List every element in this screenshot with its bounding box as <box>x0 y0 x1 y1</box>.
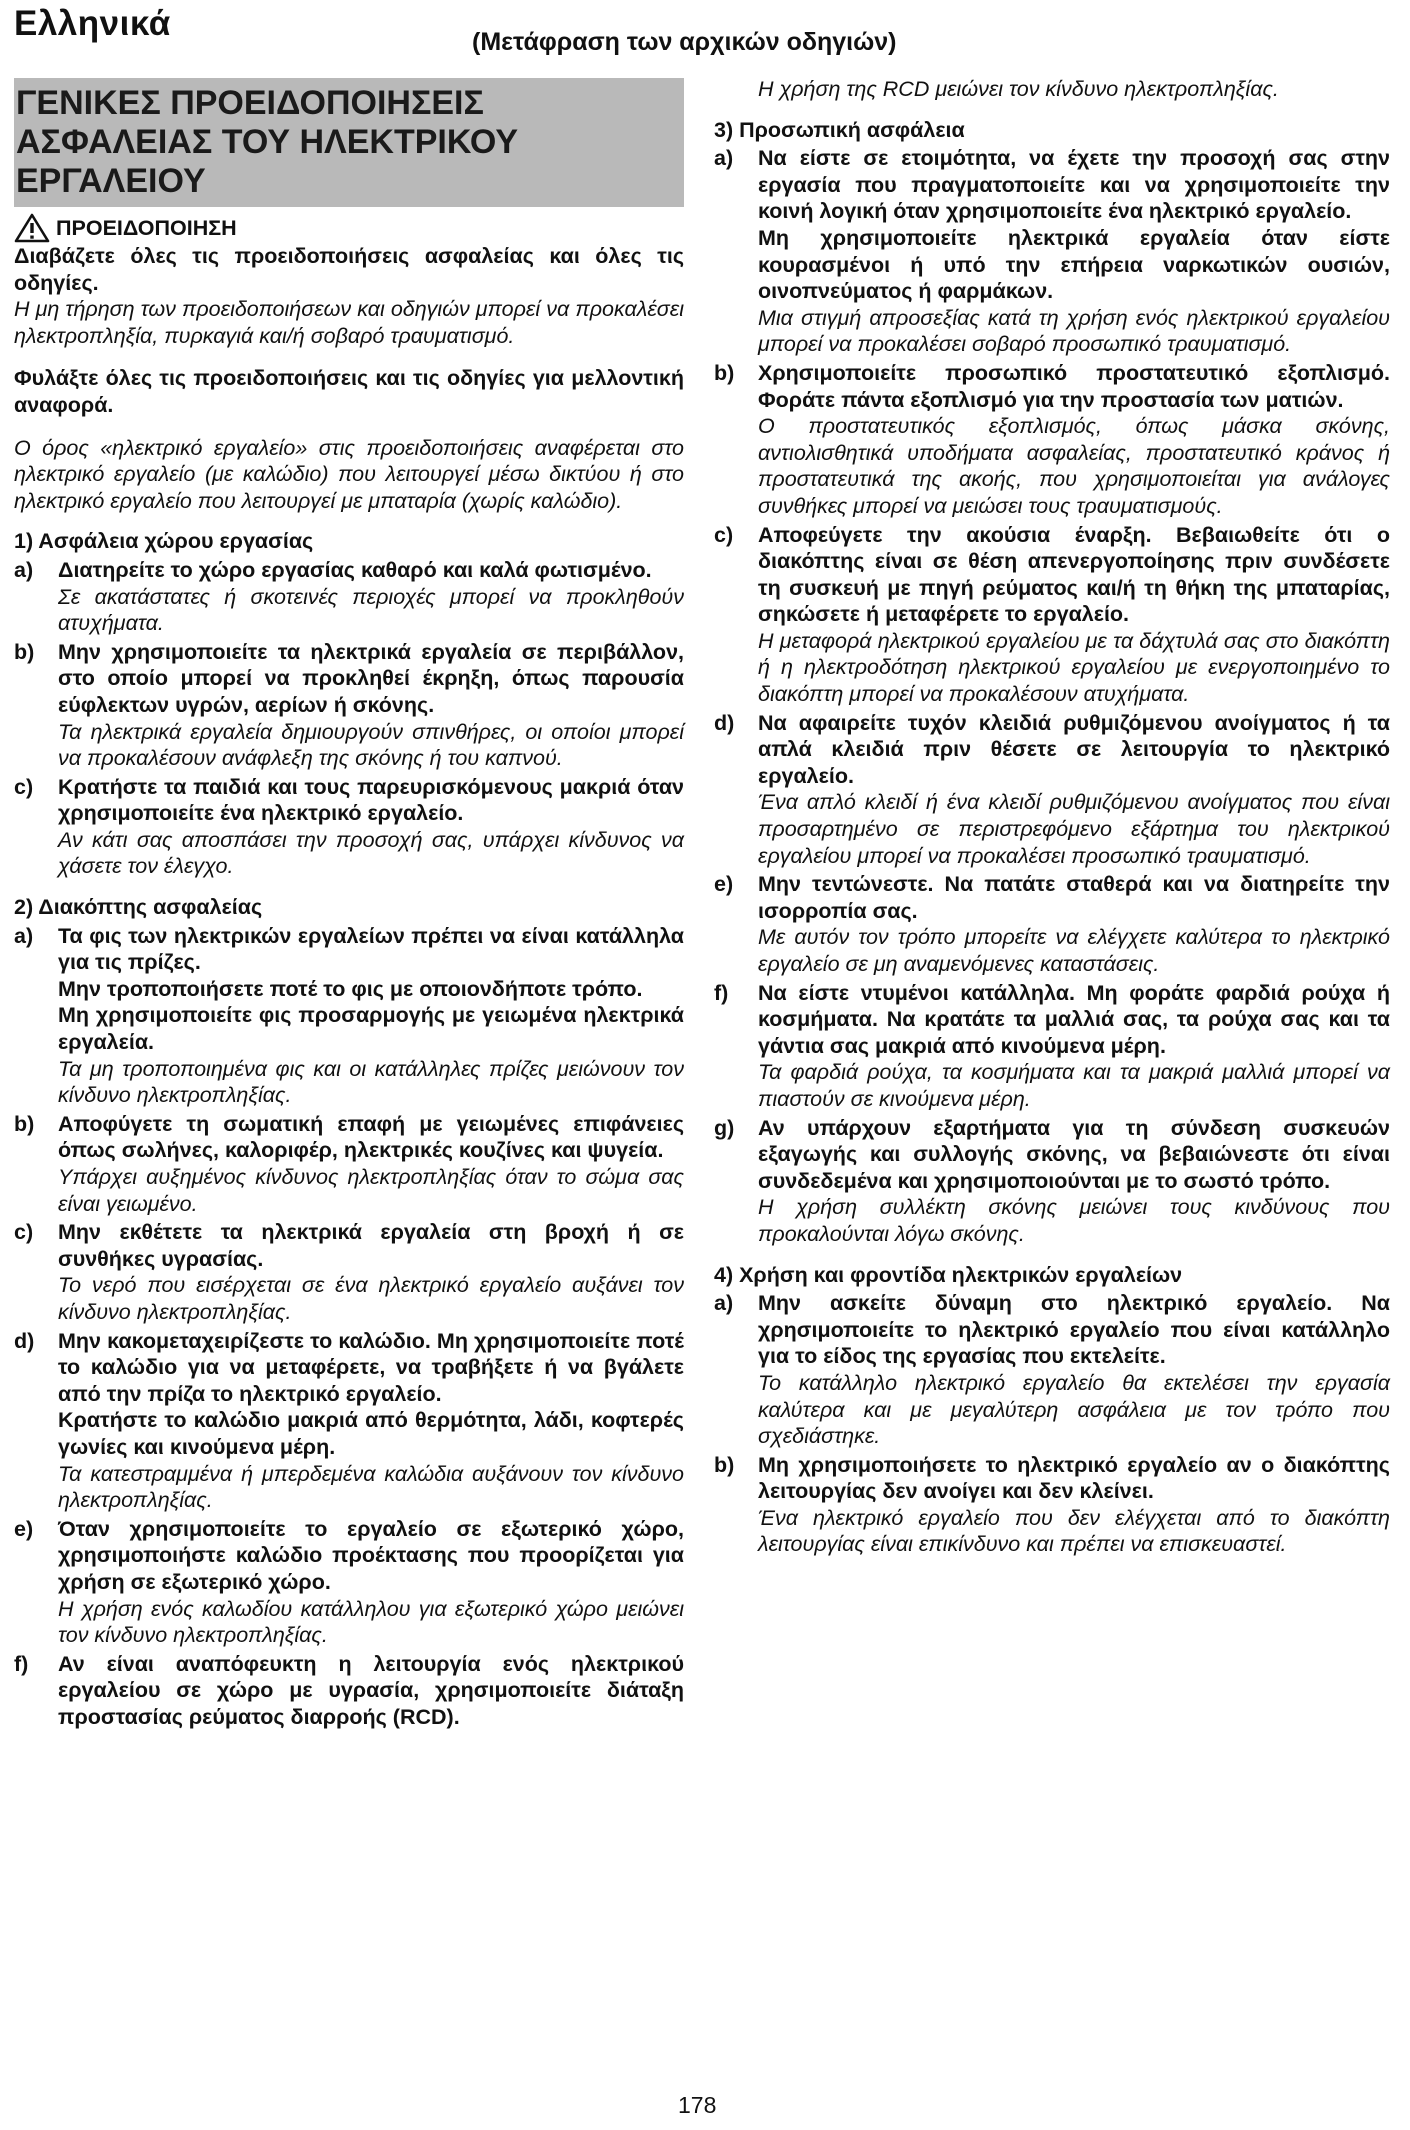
read-all-warning: Διαβάζετε όλες τις προειδοποιήσεις ασφαλείας και όλες τις οδηγίες. <box>14 244 684 295</box>
page-number: 178 <box>678 2092 717 2118</box>
item-label: f) <box>14 1651 29 1676</box>
list-item <box>714 871 1390 977</box>
language-heading: Ελληνικά <box>14 4 171 43</box>
list-item <box>14 774 684 880</box>
item-label: b) <box>714 360 735 385</box>
item-label: d) <box>714 710 735 735</box>
warning-triangle-icon <box>14 213 50 243</box>
item-note: Υπάρχει αυξημένος κίνδυνος ηλεκτροπληξίας όταν το σώμα σας είναι γειωμένο. <box>58 1165 684 1216</box>
item-instruction: Αποφύγετε τη σωματική επαφή με γειωμένες επιφάνειες όπως σωλήνες, καλοριφέρ, ηλεκτρικές κουζίνες και ψυγεία. <box>58 1111 684 1163</box>
item-instruction: Διατηρείτε το χώρο εργασίας καθαρό και καλά φωτισμένο. <box>58 557 652 582</box>
list-item <box>714 145 1390 358</box>
item-label: a) <box>14 923 34 948</box>
list-item <box>14 1111 684 1217</box>
item-instruction: Όταν χρησιμοποιείτε το εργαλείο σε εξωτερικό χώρο, χρησιμοποιήστε καλώδιο προέκτασης που προορίζεται για χρήση σε εξωτερικό χώρο. <box>58 1516 684 1594</box>
section-title: 3) Προσωπική ασφάλεια <box>714 117 965 142</box>
item-label: a) <box>714 146 734 171</box>
item-note: Η μεταφορά ηλεκτρικού εργαλείου με τα δάχτυλά σας στο διακόπτη ή η ηλεκτροδότηση ηλεκτρικού εργαλείου με ενεργοποιημένο το διακόπτη μπορεί να προκαλέσουν ατυχήματα. <box>758 628 1390 707</box>
item-instruction: Μην ασκείτε δύναμη στο ηλεκτρικό εργαλείο. Να χρησιμοποιείτε το ηλεκτρικό εργαλείο που είναι κατάλληλο για το είδος της εργασίας που εκτελείτε. <box>758 1291 1390 1369</box>
term-definition: Ο όρος «ηλεκτρικό εργαλείο» στις προειδοποιήσεις αναφέρεται στο ηλεκτρικό εργαλείο (με καλώδιο) που λειτουργεί μέσω δικτύου ή στο ηλεκτρικό εργαλείο που λειτουργεί με μπαταρία (χωρίς καλώδιο). <box>14 435 684 513</box>
warning-label: ΠΡΟΕΙΔΟΠΟΙΗΣΗ <box>56 215 237 240</box>
item-label: b) <box>14 1111 35 1136</box>
item-instruction: Να είστε ντυμένοι κατάλληλα. Μη φοράτε φαρδιά ρούχα ή κοσμήματα. Να κρατάτε τα μαλλιά σας, τα ρούχα σας και τα γάντια σας μακριά από κινούμενα μέρη. <box>758 980 1390 1058</box>
item-instruction: Αποφεύγετε την ακούσια έναρξη. Βεβαιωθείτε ότι ο διακόπτης είναι σε θέση απενεργοποίησης πριν συνδέσετε τη συσκευή με πηγή ρεύματος και/ή τη θήκη της μπαταρίας, σηκώσετε ή μεταφέρετε το εργαλείο. <box>758 522 1390 627</box>
item-label: f) <box>714 980 729 1005</box>
translation-subtitle: (Μετάφραση των αρχικών οδηγιών) <box>472 28 897 56</box>
list-item <box>14 557 684 637</box>
section-title: 1) Ασφάλεια χώρου εργασίας <box>14 529 314 554</box>
list-item <box>14 639 684 772</box>
banner-line: ΑΣΦΑΛΕΙΑΣ ΤΟΥ ΗΛΕΚΤΡΙΚΟΥ <box>16 123 519 161</box>
item-instruction: Αν είναι αναπόφευκτη η λειτουργία ενός ηλεκτρικού εργαλείου σε χώρο με υγρασία, χρησιμοποιείτε διάταξη προστασίας ρεύματος διαρροής (RCD). <box>58 1651 684 1729</box>
list-item <box>14 1328 684 1514</box>
item-instruction: Μην τεντώνεστε. Να πατάτε σταθερά και να διατηρείτε την ισορροπία σας. <box>758 872 1390 923</box>
item-note: Το κατάλληλο ηλεκτρικό εργαλείο θα εκτελέσει την εργασία καλύτερα και με μεγαλύτερη ασφάλεια με τον τρόπο που σχεδιάστηκε. <box>758 1370 1390 1449</box>
item-note: Τα κατεστραμμένα ή μπερδεμένα καλώδια αυξάνουν τον κίνδυνο ηλεκτροπληξίας. <box>58 1461 684 1513</box>
item-note: Η χρήση της RCD μειώνει τον κίνδυνο ηλεκτροπληξίας. <box>758 77 1279 101</box>
list-item <box>14 923 684 1109</box>
list-item <box>714 1452 1390 1558</box>
item-label: g) <box>714 1115 735 1140</box>
item-label: a) <box>14 557 34 582</box>
item-instruction: Μην κακομεταχειρίζεστε το καλώδιο. Μη χρησιμοποιείτε ποτέ το καλώδιο για να μεταφέρετε, να τραβήξετε ή να βγάλετε από την πρίζα το ηλεκτρικό εργαλείο. <box>58 1328 684 1406</box>
item-instruction: Να αφαιρείτε τυχόν κλειδιά ρυθμιζόμενου ανοίγματος ή τα απλά κλειδιά πριν θέσετε σε λειτουργία το ηλεκτρικό εργαλείο. <box>758 710 1390 788</box>
left-column <box>14 78 684 1730</box>
item-label: b) <box>714 1452 735 1477</box>
item-note: Τα φαρδιά ρούχα, τα κοσμήματα και τα μακριά μαλλιά μπορεί να πιαστούν σε κινούμενα μέρη. <box>758 1060 1390 1111</box>
banner-line: ΕΡΓΑΛΕΙΟΥ <box>16 162 206 200</box>
item-label: e) <box>14 1516 34 1541</box>
right-column <box>714 76 1390 1558</box>
item-note: Σε ακατάστατες ή σκοτεινές περιοχές μπορεί να προκληθούν ατυχήματα. <box>58 584 684 636</box>
item-label: c) <box>14 774 34 799</box>
section-title: 2) Διακόπτης ασφαλείας <box>14 895 263 920</box>
list-item <box>714 522 1390 708</box>
continued-note <box>714 76 1390 103</box>
banner-line: ΓΕΝΙΚΕΣ ΠΡΟΕΙΔΟΠΟΙΗΣΕΙΣ <box>16 84 484 122</box>
item-note: Τα μη τροποποιημένα φις και οι κατάλληλες πρίζες μειώνουν τον κίνδυνο ηλεκτροπληξίας. <box>58 1056 684 1108</box>
item-note: Το νερό που εισέρχεται σε ένα ηλεκτρικό εργαλείο αυξάνει τον κίνδυνο ηλεκτροπληξίας. <box>58 1273 684 1324</box>
item-note: Ένα απλό κλειδί ή ένα κλειδί ρυθμιζόμενου ανοίγματος που είναι προσαρτημένο σε περιστρεφόμενο εξάρτημα του ηλεκτρικού εργαλείου μπορεί να προκαλέσει προσωπικό τραυματισμό. <box>758 790 1390 868</box>
item-label: c) <box>14 1220 34 1245</box>
item-note: Αν κάτι σας αποσπάσει την προσοχή σας, υπάρχει κίνδυνος να χάσετε τον έλεγχο. <box>58 827 684 879</box>
item-instruction: Τα φις των ηλεκτρικών εργαλείων πρέπει να είναι κατάλληλα για τις πρίζες. <box>58 923 684 975</box>
item-instruction: Μην τροποποιήσετε ποτέ το φις με οποιονδήποτε τρόπο. <box>58 976 643 1001</box>
item-instruction: Χρησιμοποιείτε προσωπικό προστατευτικό εξοπλισμό. Φοράτε πάντα εξοπλισμό για την προστασία των ματιών. <box>758 360 1390 412</box>
list-item <box>714 710 1390 870</box>
item-instruction: Κρατήστε το καλώδιο μακριά από θερμότητα, λάδι, κοφτερές γωνίες και κινούμενα μέρη. <box>58 1408 684 1459</box>
item-instruction: Κρατήστε τα παιδιά και τους παρευρισκόμενους μακριά όταν χρησιμοποιείτε ένα ηλεκτρικό εργαλείο. <box>58 774 684 826</box>
item-instruction: Μην εκθέτετε τα ηλεκτρικά εργαλεία στη βροχή ή σε συνθήκες υγρασίας. <box>58 1220 684 1271</box>
list-item <box>14 1219 684 1325</box>
warning-heading <box>14 213 684 243</box>
item-instruction: Μην χρησιμοποιείτε τα ηλεκτρικά εργαλεία σε περιβάλλον, στο οποίο μπορεί να προκληθεί έκρηξη, όπως παρουσία εύφλεκτων υγρών, αερίων ή σκόνης. <box>58 639 684 717</box>
warning-consequence: Η μη τήρηση των προειδοποιήσεων και οδηγιών μπορεί να προκαλέσει ηλεκτροπληξία, πυρκαγιά και/ή σοβαρό τραυματισμό. <box>14 297 684 348</box>
keep-instructions: Φυλάξτε όλες τις προειδοποιήσεις και τις οδηγίες για μελλοντική αναφορά. <box>14 366 684 417</box>
list-item <box>14 1651 684 1731</box>
item-note: Τα ηλεκτρικά εργαλεία δημιουργούν σπινθήρες, οι οποίοι μπορεί να προκαλέσουν ανάφλεξη της σκόνης ή του καπνού. <box>58 719 684 771</box>
list-item <box>714 1115 1390 1248</box>
item-label: e) <box>714 872 734 897</box>
item-instruction: Μη χρησιμοποιήσετε το ηλεκτρικό εργαλείο αν ο διακόπτης λειτουργίας δεν ανοίγει και δεν κλείνει. <box>758 1452 1390 1504</box>
item-note: Με αυτόν τον τρόπο μπορείτε να ελέγχετε καλύτερα το ηλεκτρικό εργαλείο σε μη αναμενόμενες καταστάσεις. <box>758 925 1390 976</box>
item-note: Μια στιγμή απροσεξίας κατά τη χρήση ενός ηλεκτρικού εργαλείου μπορεί να προκαλέσει σοβαρό προσωπικό τραυματισμό. <box>758 305 1390 357</box>
item-label: b) <box>14 639 35 664</box>
list-item <box>714 360 1390 520</box>
item-instruction: Αν υπάρχουν εξαρτήματα για τη σύνδεση συσκευών εξαγωγής και συλλογής σκόνης, να βεβαιώνεστε ότι είναι συνδεδεμένα και χρησιμοποιούνται με το σωστό τρόπο. <box>758 1115 1390 1193</box>
item-instruction: Μη χρησιμοποιείτε φις προσαρμογής με γειωμένα ηλεκτρικά εργαλεία. <box>58 1003 684 1055</box>
safety-banner <box>14 78 684 207</box>
item-note: Η χρήση συλλέκτη σκόνης μειώνει τους κινδύνους που προκαλούνται λόγω σκόνης. <box>758 1195 1390 1246</box>
section-title: 4) Χρήση και φροντίδα ηλεκτρικών εργαλείων <box>714 1262 1183 1287</box>
list-item <box>14 1516 684 1649</box>
item-note: Ένα ηλεκτρικό εργαλείο που δεν ελέγχεται από το διακόπτη λειτουργίας είναι επικίνδυνο και πρέπει να επισκευαστεί. <box>758 1505 1390 1557</box>
item-note: Η χρήση ενός καλωδίου κατάλληλου για εξωτερικό χώρο μειώνει τον κίνδυνο ηλεκτροπληξίας. <box>58 1596 684 1648</box>
item-instruction: Να είστε σε ετοιμότητα, να έχετε την προσοχή σας στην εργασία που πραγματοποιείτε και να χρησιμοποιείτε την κοινή λογική όταν χρησιμοποιείτε ένα ηλεκτρικό εργαλείο. <box>758 146 1390 224</box>
item-label: a) <box>714 1291 734 1316</box>
item-label: d) <box>14 1328 35 1353</box>
item-label: c) <box>714 522 734 547</box>
item-instruction: Μη χρησιμοποιείτε ηλεκτρικά εργαλεία όταν είστε κουρασμένοι ή υπό την επήρεια ναρκωτικών ουσιών, οινοπνεύματος ή φαρμάκων. <box>758 225 1390 304</box>
list-item <box>714 1290 1390 1450</box>
item-note: Ο προστατευτικός εξοπλισμός, όπως μάσκα σκόνης, αντιολισθητικά υποδήματα ασφαλείας, προστατευτικό κράνος ή προστατευτικά της ακοής, που χρησιμοποιείται για ανάλογες συνθήκες μπορεί να μειώσει τους τραυματισμούς. <box>758 414 1390 518</box>
list-item <box>714 980 1390 1113</box>
